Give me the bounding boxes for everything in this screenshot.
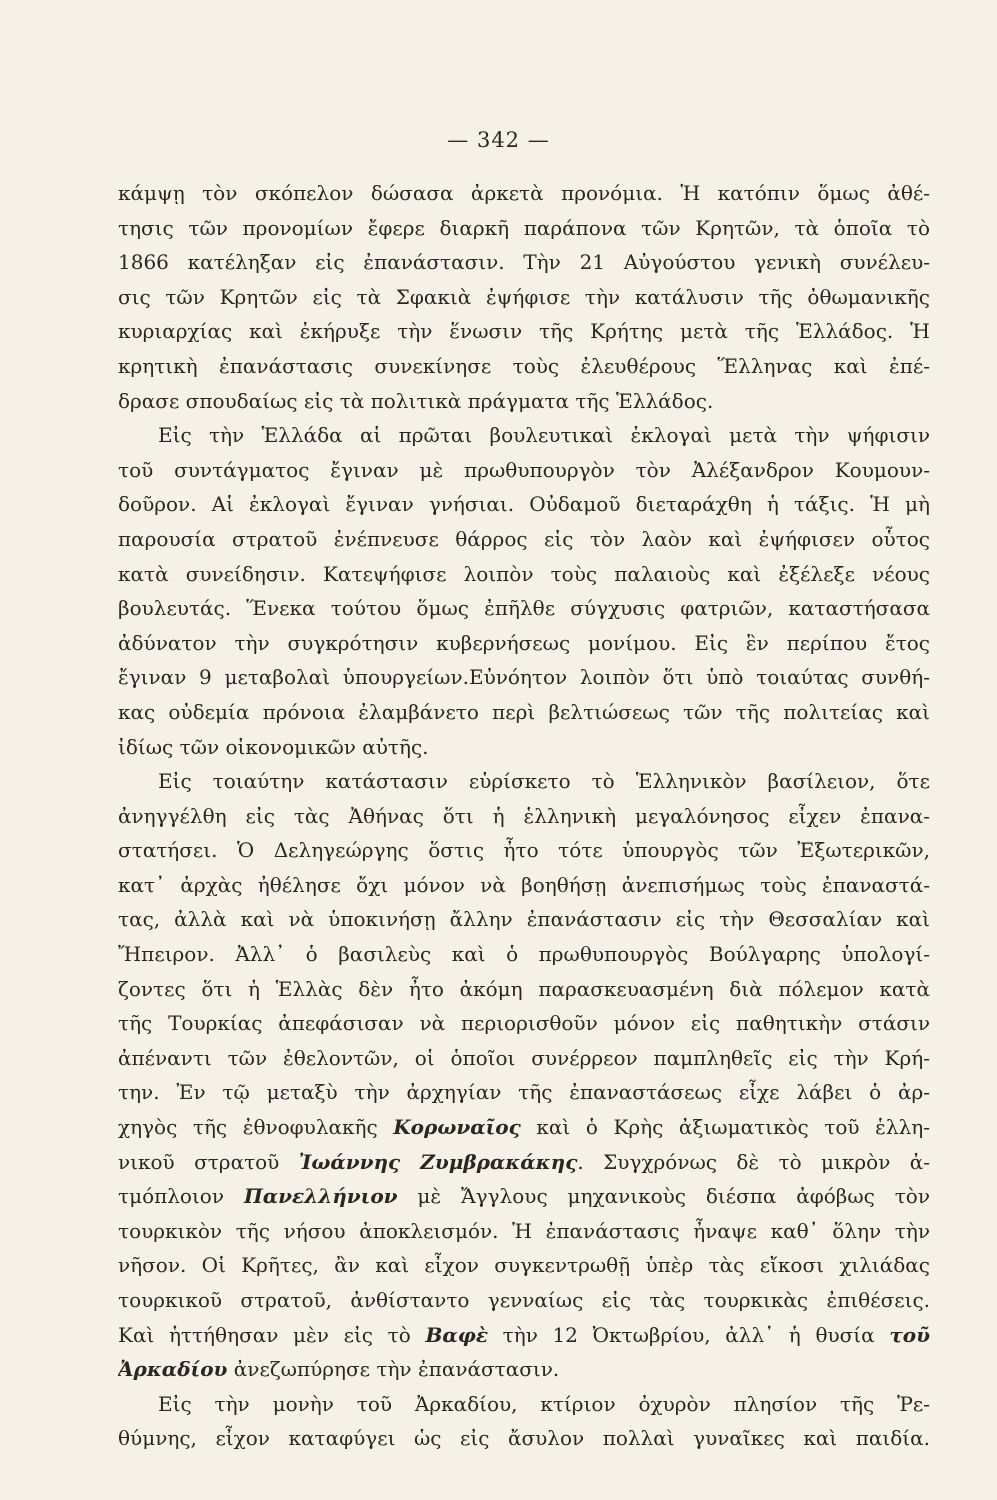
emphasized-name: Βαφὲ xyxy=(425,1322,488,1347)
text-line xyxy=(118,730,930,765)
line-text: κάμψῃ τὸν σκόπελον δώσασα ἀρκετὰ προνόμια. Ἡ κατόπιν ὅμως ἀθέ- xyxy=(118,181,930,205)
text-line xyxy=(118,1041,930,1076)
line-text: νικοῦ στρατοῦ xyxy=(118,1149,299,1174)
text-line xyxy=(118,384,930,419)
line-text: δοῦρον. Αἱ ἐκλογαὶ ἔγιναν γνήσιαι. Οὐδαμοῦ διεταράχθη ἡ τάξις. Ἡ μὴ xyxy=(118,492,930,517)
line-text: κας οὐδεμία πρόνοια ἐλαμβάνετο περὶ βελτιώσεως τῶν τῆς πολιτείας καὶ xyxy=(118,699,930,724)
line-text: καὶ ὁ Κρὴς ἀξιωματικὸς τοῦ ἑλλη- xyxy=(520,1115,930,1140)
line-text: Εἰς τὴν Ἑλλάδα αἱ πρῶται βουλευτικαὶ ἐκλογαὶ μετὰ τὴν ψήφισιν xyxy=(158,423,930,448)
line-text: ἀπέναντι τῶν ἐθελοντῶν, οἱ ὁποῖοι συνέρρεον παμπληθεῖς εἰς τὴν Κρή- xyxy=(118,1045,930,1070)
text-line xyxy=(118,972,930,1007)
page-number: — 342 — xyxy=(447,128,550,152)
text-line xyxy=(118,1179,930,1214)
line-text: θύμνης, εἶχον καταφύγει ὡς εἰς ἄσυλον πολλαὶ γυναῖκες καὶ παιδία. xyxy=(118,1426,930,1451)
text-line xyxy=(118,176,930,211)
line-text: ἰδίως τῶν οἰκονομικῶν αὐτῆς. xyxy=(118,734,429,759)
line-text: ἀδύνατον τὴν συγκρότησιν κυβερνήσεως μονίμου. Εἰς ἓν περίπου ἔτος xyxy=(118,630,930,655)
text-line xyxy=(118,695,930,730)
text-line xyxy=(118,280,930,315)
line-text: ἀνηγγέλθη εἰς τὰς Ἀθήνας ὅτι ἡ ἑλληνικὴ μεγαλόνησος εἶχεν ἐπανα- xyxy=(118,803,930,828)
text-line xyxy=(118,1075,930,1110)
line-text: την. Ἐν τῷ μεταξὺ τὴν ἀρχηγίαν τῆς ἐπαναστάσεως εἶχε λάβει ὁ ἀρ- xyxy=(118,1080,930,1105)
line-text: μὲ Ἄγγλους μηχανικοὺς διέσπα ἀφόβως τὸν xyxy=(397,1184,930,1209)
line-text: τουρκικὸν τῆς νήσου ἀποκλεισμόν. Ἡ ἐπανάστασις ἦναψε καθ᾽ ὅλην τὴν xyxy=(118,1218,930,1243)
text-line xyxy=(118,487,930,522)
text-line xyxy=(118,626,930,661)
line-text: ἀνεζωπύρησε τὴν ἐπανάστασιν. xyxy=(227,1357,560,1382)
text-line xyxy=(118,1318,930,1353)
text-line xyxy=(118,1214,930,1249)
line-text: βουλευτάς. Ἕνεκα τούτου ὅμως ἐπῆλθε σύγχυσις φατριῶν, καταστήσασα xyxy=(118,596,930,621)
line-text: σις τῶν Κρητῶν εἰς τὰ Σφακιὰ ἐψήφισε τὴν κατάλυσιν τῆς ὀθωμανικῆς xyxy=(118,284,930,309)
line-text: στατήσει. Ὁ Δεληγεώργης ὅστις ἦτο τότε ὑπουργὸς τῶν Ἐξωτερικῶν, xyxy=(118,838,930,863)
line-text: ἔγιναν 9 μεταβολαὶ ὑπουργείων.Εὐνόητον λοιπὸν ὅτι ὑπὸ τοιαύτας συνθή- xyxy=(118,665,930,690)
line-text: τοῦ συντάγματος ἔγιναν μὲ πρωθυπουργὸν τὸν Ἀλέξανδρον Κουμουν- xyxy=(118,457,930,482)
line-text: τμόπλοιον xyxy=(118,1184,244,1209)
line-text: Καὶ ἡττήθησαν μὲν εἰς τὸ xyxy=(118,1322,426,1347)
line-text: τὴν 12 Ὀκτωβρίου, ἀλλ᾽ ἡ θυσία xyxy=(488,1322,890,1347)
text-line xyxy=(118,453,930,488)
line-text: Εἰς τοιαύτην κατάστασιν εὑρίσκετο τὸ Ἑλληνικὸν βασίλειον, ὅτε xyxy=(158,769,930,794)
line-text: . Συγχρόνως δὲ τὸ μικρὸν ἀ- xyxy=(577,1149,930,1174)
text-line xyxy=(118,1352,930,1387)
line-text: νῆσον. Οἱ Κρῆτες, ἂν καὶ εἶχον συγκεντρωθῇ ὑπὲρ τὰς εἴκοσι χιλιάδας xyxy=(118,1253,930,1278)
line-text: τουρκικοῦ στρατοῦ, ἀνθίσταντο γενναίως εἰς τὰς τουρκικὰς ἐπιθέσεις. xyxy=(118,1288,930,1312)
text-line xyxy=(118,557,930,592)
line-text: κατὰ συνείδησιν. Κατεψήφισε λοιπὸν τοὺς παλαιοὺς καὶ ἐξέλεξε νέους xyxy=(118,561,930,586)
line-text: Ἤπειρον. Ἀλλ᾽ ὁ βασιλεὺς καὶ ὁ πρωθυπουργὸς Βούλγαρης ὑπολογί- xyxy=(118,942,930,967)
line-text: 1866 κατέληξαν εἰς ἐπανάστασιν. Τὴν 21 Αὐγούστου γενικὴ συνέλευ- xyxy=(118,250,930,275)
text-line xyxy=(118,349,930,384)
text-line xyxy=(118,522,930,557)
text-line xyxy=(118,418,930,453)
line-text: τησις τῶν προνομίων ἔφερε διαρκῆ παράπονα τῶν Κρητῶν, τὰ ὁποῖα τὸ xyxy=(118,215,930,240)
text-line xyxy=(118,937,930,972)
text-line xyxy=(118,1145,930,1180)
text-line xyxy=(118,799,930,834)
emphasized-name: τοῦ xyxy=(889,1322,930,1347)
text-line xyxy=(118,833,930,868)
text-line xyxy=(118,211,930,246)
text-line xyxy=(118,591,930,626)
text-line xyxy=(118,1283,930,1318)
emphasized-name: Ἰωάννης Ζυμβρακάκης xyxy=(298,1149,578,1174)
body-text xyxy=(118,176,930,1456)
line-text: κατ᾽ ἀρχὰς ἠθέλησε ὄχι μόνον νὰ βοηθήσῃ ἀνεπισήμως τοὺς ἐπαναστά- xyxy=(118,872,930,897)
line-text: κυριαρχίας καὶ ἐκήρυξε τὴν ἕνωσιν τῆς Κρήτης μετὰ τῆς Ἑλλάδος. Ἡ xyxy=(118,319,930,344)
text-line xyxy=(118,1110,930,1145)
line-text: ζοντες ὅτι ἡ Ἑλλὰς δὲν ἦτο ἀκόμη παρασκευασμένη διὰ πόλεμον κατὰ xyxy=(118,976,930,1001)
text-line xyxy=(118,1421,930,1456)
text-line xyxy=(118,868,930,903)
line-text: τῆς Τουρκίας ἀπεφάσισαν νὰ περιορισθοῦν μόνον εἰς παθητικὴν στάσιν xyxy=(118,1011,930,1036)
text-line xyxy=(118,245,930,280)
text-line xyxy=(118,764,930,799)
emphasized-name: Πανελλήνιον xyxy=(243,1184,398,1209)
text-line xyxy=(118,1248,930,1283)
line-text: Εἰς τὴν μονὴν τοῦ Ἀρκαδίου, κτίριον ὀχυρὸν πλησίον τῆς Ῥε- xyxy=(158,1391,930,1416)
line-text: παρουσία στρατοῦ ἐνέπνευσε θάρρος εἰς τὸν λαὸν καὶ ἐψήφισεν οὗτος xyxy=(118,526,930,551)
text-line xyxy=(118,660,930,695)
line-text: τας, ἀλλὰ καὶ νὰ ὑποκινήσῃ ἄλλην ἐπανάστασιν εἰς τὴν Θεσσαλίαν καὶ xyxy=(118,907,930,932)
emphasized-name: Κορωναῖος xyxy=(393,1115,521,1140)
emphasized-name: Ἀρκαδίου xyxy=(118,1357,228,1382)
text-line xyxy=(118,902,930,937)
line-text: κρητικὴ ἐπανάστασις συνεκίνησε τοὺς ἐλευθέρους Ἕλληνας καὶ ἐπέ- xyxy=(118,353,930,378)
text-line xyxy=(118,1006,930,1041)
line-text: δρασε σπουδαίως εἰς τὰ πολιτικὰ πράγματα τῆς Ἑλλάδος. xyxy=(118,388,714,413)
text-line xyxy=(118,314,930,349)
line-text: χηγὸς τῆς ἐθνοφυλακῆς xyxy=(118,1115,394,1140)
text-line xyxy=(118,1387,930,1422)
